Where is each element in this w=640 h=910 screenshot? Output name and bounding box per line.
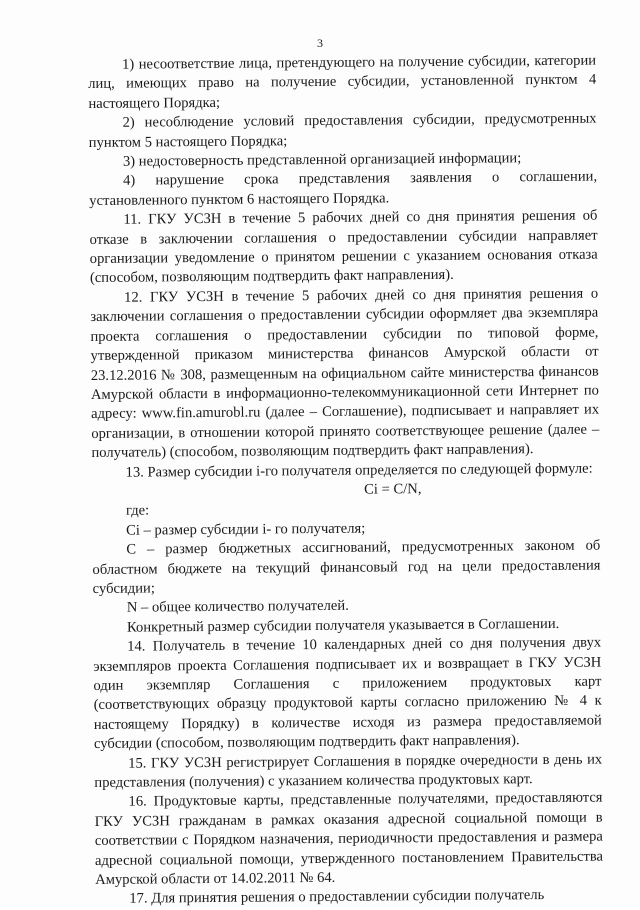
paragraph-13: 13. Размер субсидии i-го получателя определяется по следующей формуле: (125, 460, 593, 481)
document-body (88, 52, 603, 910)
paragraph-15: 15. ГКУ УСЗН регистрирует Соглашения в порядке очередности в день их представления (получения) с указанием количества продуктовых карт. (94, 751, 603, 792)
paragraph-14: 14. Получатель в течение 10 календарных дней со дня получения двух экземпляров проекта Соглашения подписывает их и возвращает в ГКУ УСЗН один экземпляр Соглашения с приложением продуктовых карт (соответствующих образцу продуктовой карты согласно приложению № 4 к настоящему Порядку) в количестве исходя из размера предоставляемой субсидии (способом, позволяющим подтвердить факт направления). (93, 634, 602, 753)
page-number: 3 (317, 36, 323, 50)
paragraph-reason-2: 2) несоблюдение условий предоставления субсидии, предусмотренных пунктом 5 настоящего Порядка; (88, 110, 597, 151)
paragraph-reason-1: 1) несоответствие лица, претендующего на получение субсидии, категории лиц, имеющих право на получение субсидии, установленной пунктом 4 настоящего Порядка; (88, 52, 597, 112)
definition-ci: Ci – размер субсидии i- го получателя; (126, 520, 366, 539)
definition-c: С – размер бюджетных ассигнований, предусмотренных законом об областном бюджете на текущий финансовый год на цели предоставления субсидии; (92, 537, 601, 597)
paragraph-11: 11. ГКУ УСЗН в течение 5 рабочих дней со дня принятия решения об отказе в заключении соглашения о предоставлении субсидии направляет организации уведомление о принятом решении с указанием основания отказа (способом, позволяющим подтвердить факт направления). (89, 207, 598, 287)
formula-where-label: где: (125, 502, 150, 520)
definition-n: N – общее количество получателей. (126, 598, 349, 617)
paragraph-17: 17. Для принятия решения о предоставлении субсидии получатель (129, 887, 545, 908)
subsidy-formula: Ci = C/N, (364, 481, 422, 498)
paragraph-16: 16. Продуктовые карты, представленные получателями, предоставляются ГКУ УСЗН гражданам в рамках оказания адресной социальной помощи в соответствии с Порядком назначения, периодичности предоставления и размера адресной социальной помощи, утвержденного постановлением Правительства Амурской области от 14.02.2011 № 64. (94, 789, 604, 889)
paragraph-reason-3: 3) недостоверность представленной организацией информации; (122, 150, 522, 170)
paragraph-12: 12. ГКУ УСЗН в течение 5 рабочих дней со дня принятия решения о заключении соглашения о предоставлении субсидии оформляет два экземпляра проекта соглашения о предоставлении субсидии по типовой форме, утвержденной приказом министерства финансов Амурской области от 23.12.2016 № 308, размещенным на официальном сайте министерства финансов Амурской области в информационно-телекоммуникационной сети Интернет по адресу: www.fin.amurobl.ru (далее – Соглашение), подписывает и направляет их организации, в отношении которой принято соответствующее решение (далее – получатель) (способом, позволяющим подтвердить факт направления). (90, 285, 600, 462)
paragraph-reason-4: 4) нарушение срока представления заявления о соглашении, установленного пунктом 6 настоящего Порядка. (89, 168, 598, 209)
paragraph-concrete-amount: Конкретный размер субсидии получателя указывается в Соглашении. (126, 615, 560, 636)
